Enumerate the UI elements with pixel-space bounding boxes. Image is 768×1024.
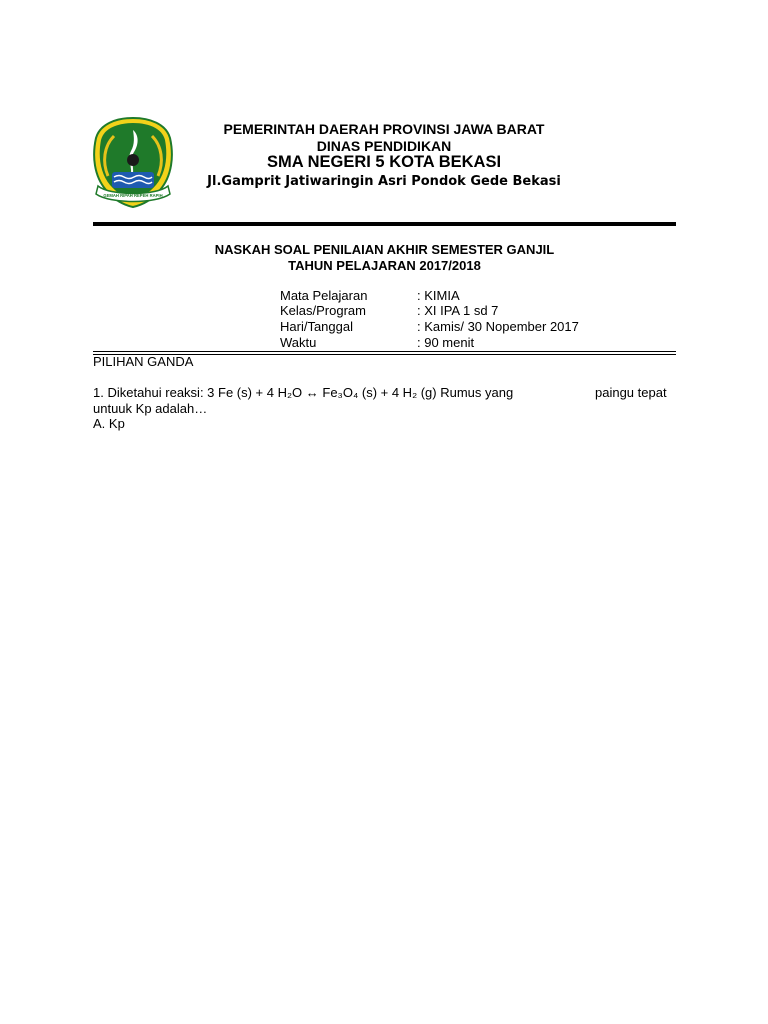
info-label: Hari/Tanggal xyxy=(280,319,353,334)
question-1-text-end: paingu tepat xyxy=(595,385,667,400)
header-government: PEMERINTAH DAERAH PROVINSI JAWA BARAT xyxy=(223,121,545,137)
info-value: : Kamis/ 30 Nopember 2017 xyxy=(417,319,579,334)
info-row-date xyxy=(280,319,620,335)
emblem-motto: GEMAH RIPAH REPEH RAPIH xyxy=(103,193,163,198)
question-1-option-a: A. Kp xyxy=(93,416,125,431)
header-divider xyxy=(93,222,676,226)
exam-title: NASKAH SOAL PENILAIAN AKHIR SEMESTER GANJIL xyxy=(214,242,555,257)
emblem-tree-top xyxy=(127,154,139,166)
info-label: Mata Pelajaran xyxy=(280,288,368,303)
info-row-subject xyxy=(280,288,620,304)
question-1-line-2: untuuk Kp adalah… xyxy=(93,401,208,416)
west-java-emblem-logo xyxy=(90,116,176,208)
info-label: Kelas/Program xyxy=(280,303,366,318)
header-school-name: SMA NEGERI 5 KOTA BEKASI xyxy=(266,153,502,171)
header-department: DINAS PENDIDIKAN xyxy=(316,138,452,154)
info-row-time xyxy=(280,335,620,351)
info-divider-top xyxy=(93,351,676,352)
header-address: Jl.Gamprit Jatiwaringin Asri Pondok Gede Bekasi xyxy=(207,174,561,189)
info-value: : KIMIA xyxy=(417,288,460,303)
info-value: : XI IPA 1 sd 7 xyxy=(417,303,499,318)
section-heading: PILIHAN GANDA xyxy=(93,354,194,369)
exam-year: TAHUN PELAJARAN 2017/2018 xyxy=(288,258,481,273)
info-row-class xyxy=(280,303,620,319)
info-label: Waktu xyxy=(280,335,317,350)
question-1-text: 1. Diketahui reaksi: 3 Fe (s) + 4 H₂O ↔ Fe₃O₄ (s) + 4 H₂ (g) Rumus yang xyxy=(93,385,514,400)
info-value: : 90 menit xyxy=(417,335,475,350)
